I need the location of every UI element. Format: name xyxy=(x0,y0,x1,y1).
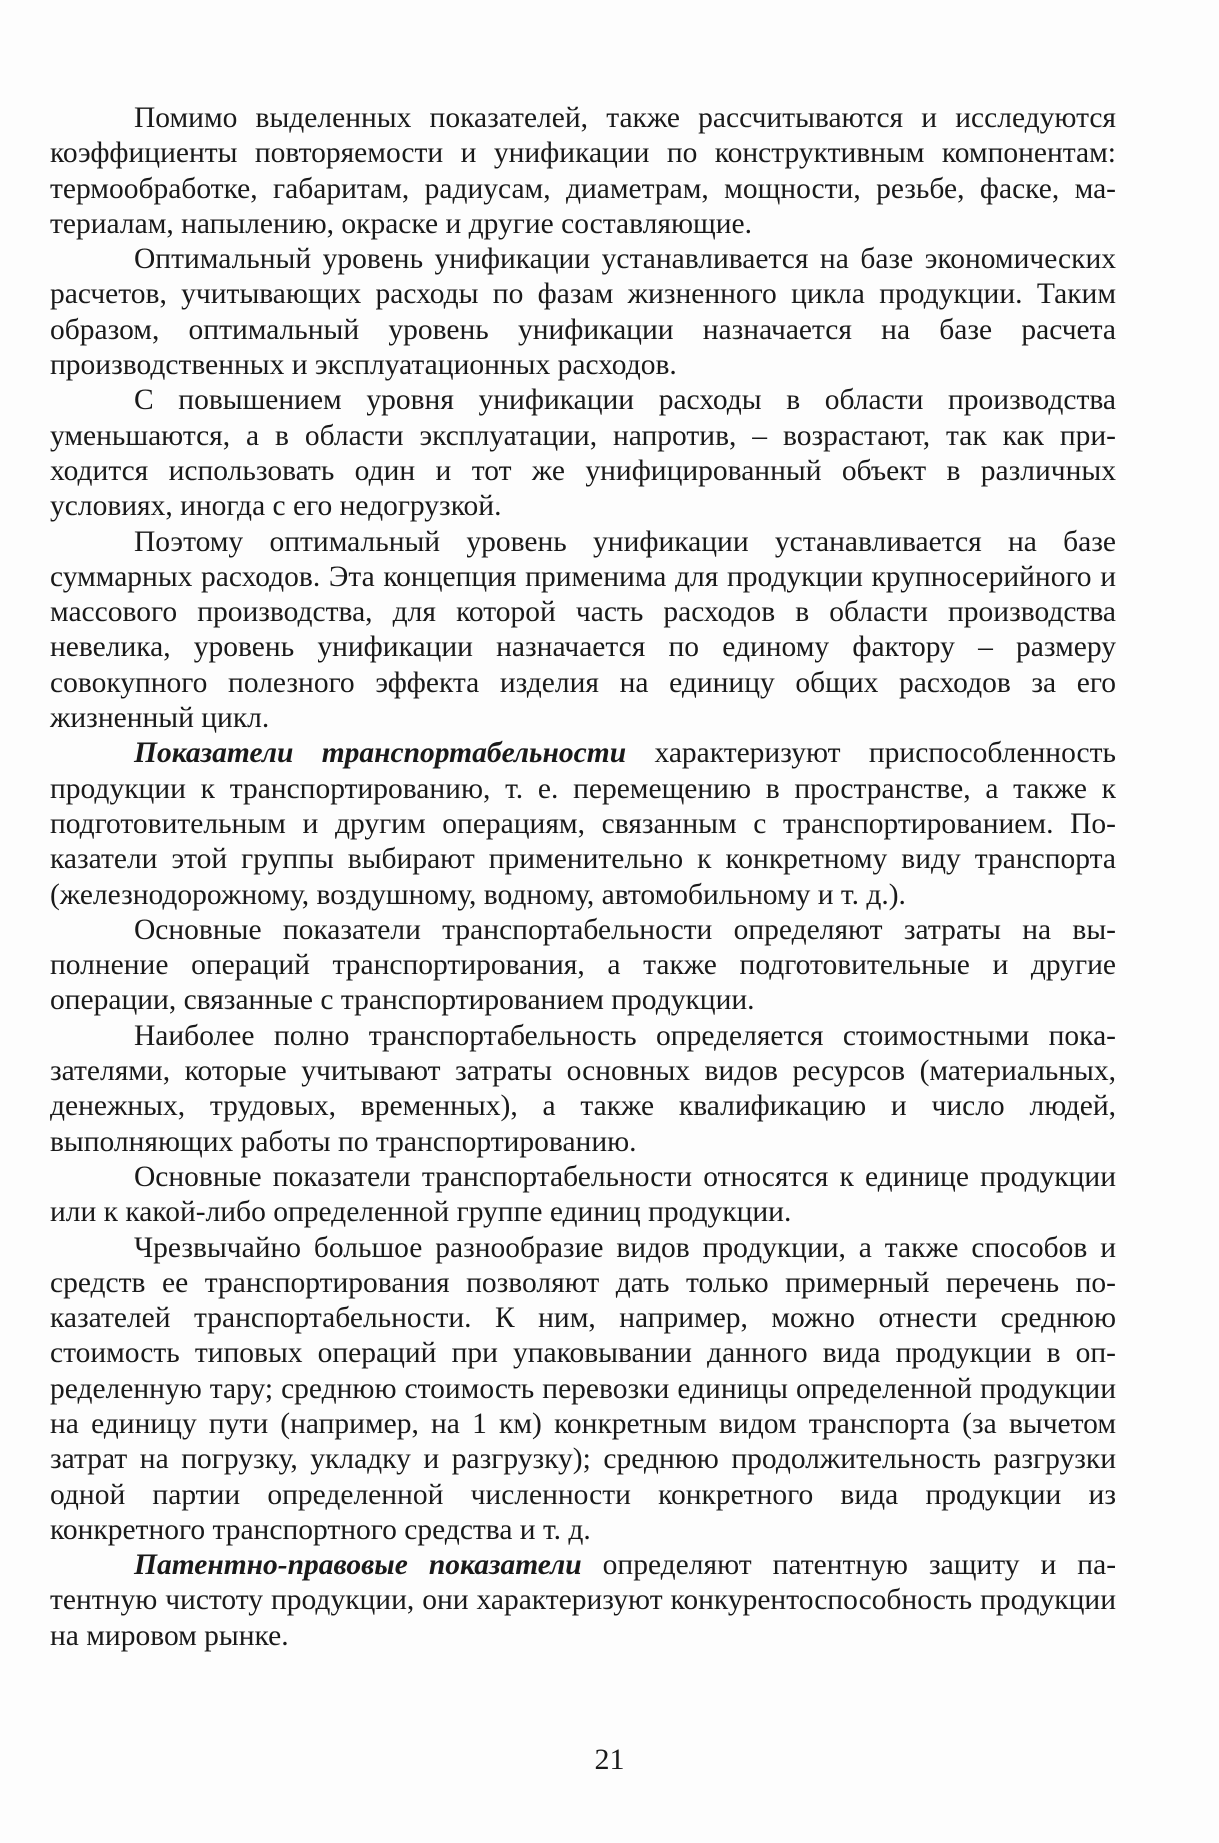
page-number: 21 xyxy=(594,1743,625,1776)
paragraph: Чрезвычайно большое разнообразие видов продукции, а также способов и средств ее транспортирования позволяют дать только примерный перечень показателей транспортабельности. К ним, например, можно отнести среднюю стоимость типовых операций при упаковывании данного вида продукции в определенную тару; среднюю стоимость перевозки единицы определенной продукции на единицу пути (например, на 1 км) конкретным видом транспорта (за вычетом затрат на погрузку, укладку и разгрузку); среднюю продолжительность разгрузки одной партии определенной численности конкретного вида продукции из конкретного транспортного средства и т. д. xyxy=(50,1231,1116,1546)
paragraph: Поэтому оптимальный уровень унификации устанавливается на базе суммарных расходов. Эта концепция применима для продукции крупносерийного и массового производства, для которой часть расходов в области производства невелика, уровень унификации назначается по единому фактору – размеру совокупного полезного эффекта изделия на единицу общих расходов за его жизненный цикл. xyxy=(50,525,1116,735)
paragraph: Показатели транспортабельности характеризуют приспособленность продукции к транспортированию, т. е. перемещению в пространстве, а также к подготовительным и другим операциям, связанным с транспортированием. Показатели этой группы выбирают применительно к конкретному виду транспорта (железнодорожному, воздушному, водному, автомобильному и т. д.). xyxy=(50,737,1116,911)
paragraph: С повышением уровня унификации расходы в области производства уменьшаются, а в области эксплуатации, напротив, – возрастают, так как приходится использовать один и тот же унифицированный объект в различных условиях, иногда с его недогрузкой. xyxy=(50,384,1116,523)
paragraph: Основные показатели транспортабельности определяют затраты на выполнение операций транспортирования, а также подготовительные и другие операции, связанные с транспортированием продукции. xyxy=(50,913,1116,1017)
paragraph: Основные показатели транспортабельности относятся к единице продукции или к какой-либо определенной группе единиц продукции. xyxy=(50,1160,1116,1229)
paragraph: Патентно-правовые показатели определяют патентную защиту и патентную чистоту продукции, они характеризуют конкурентоспособность продукции на мировом рынке. xyxy=(50,1549,1117,1652)
paragraph: Оптимальный уровень унификации устанавливается на базе экономических расчетов, учитывающих расходы по фазам жизненного цикла продукции. Таким образом, оптимальный уровень унификации назначается на базе расчета производственных и эксплуатационных расходов. xyxy=(50,243,1116,382)
paragraph: Наиболее полно транспортабельность определяется стоимостными показателями, которые учитывают затраты основных видов ресурсов (материальных, денежных, трудовых, временных), а также квалификацию и число людей, выполняющих работы по транспортированию. xyxy=(50,1019,1116,1158)
paragraph: Помимо выделенных показателей, также рассчитываются и исследуются коэффициенты повторяемости и унификации по конструктивным компонентам: термообработке, габаритам, радиусам, диаметрам, мощности, резьбе, фаске, материалам, напылению, окраске и другие составляющие. xyxy=(50,102,1116,240)
body-text xyxy=(50,101,1116,1654)
term-transportability: Показатели транспортабельности xyxy=(134,737,627,770)
term-patent-legal: Патентно-правовые показатели xyxy=(134,1549,582,1582)
